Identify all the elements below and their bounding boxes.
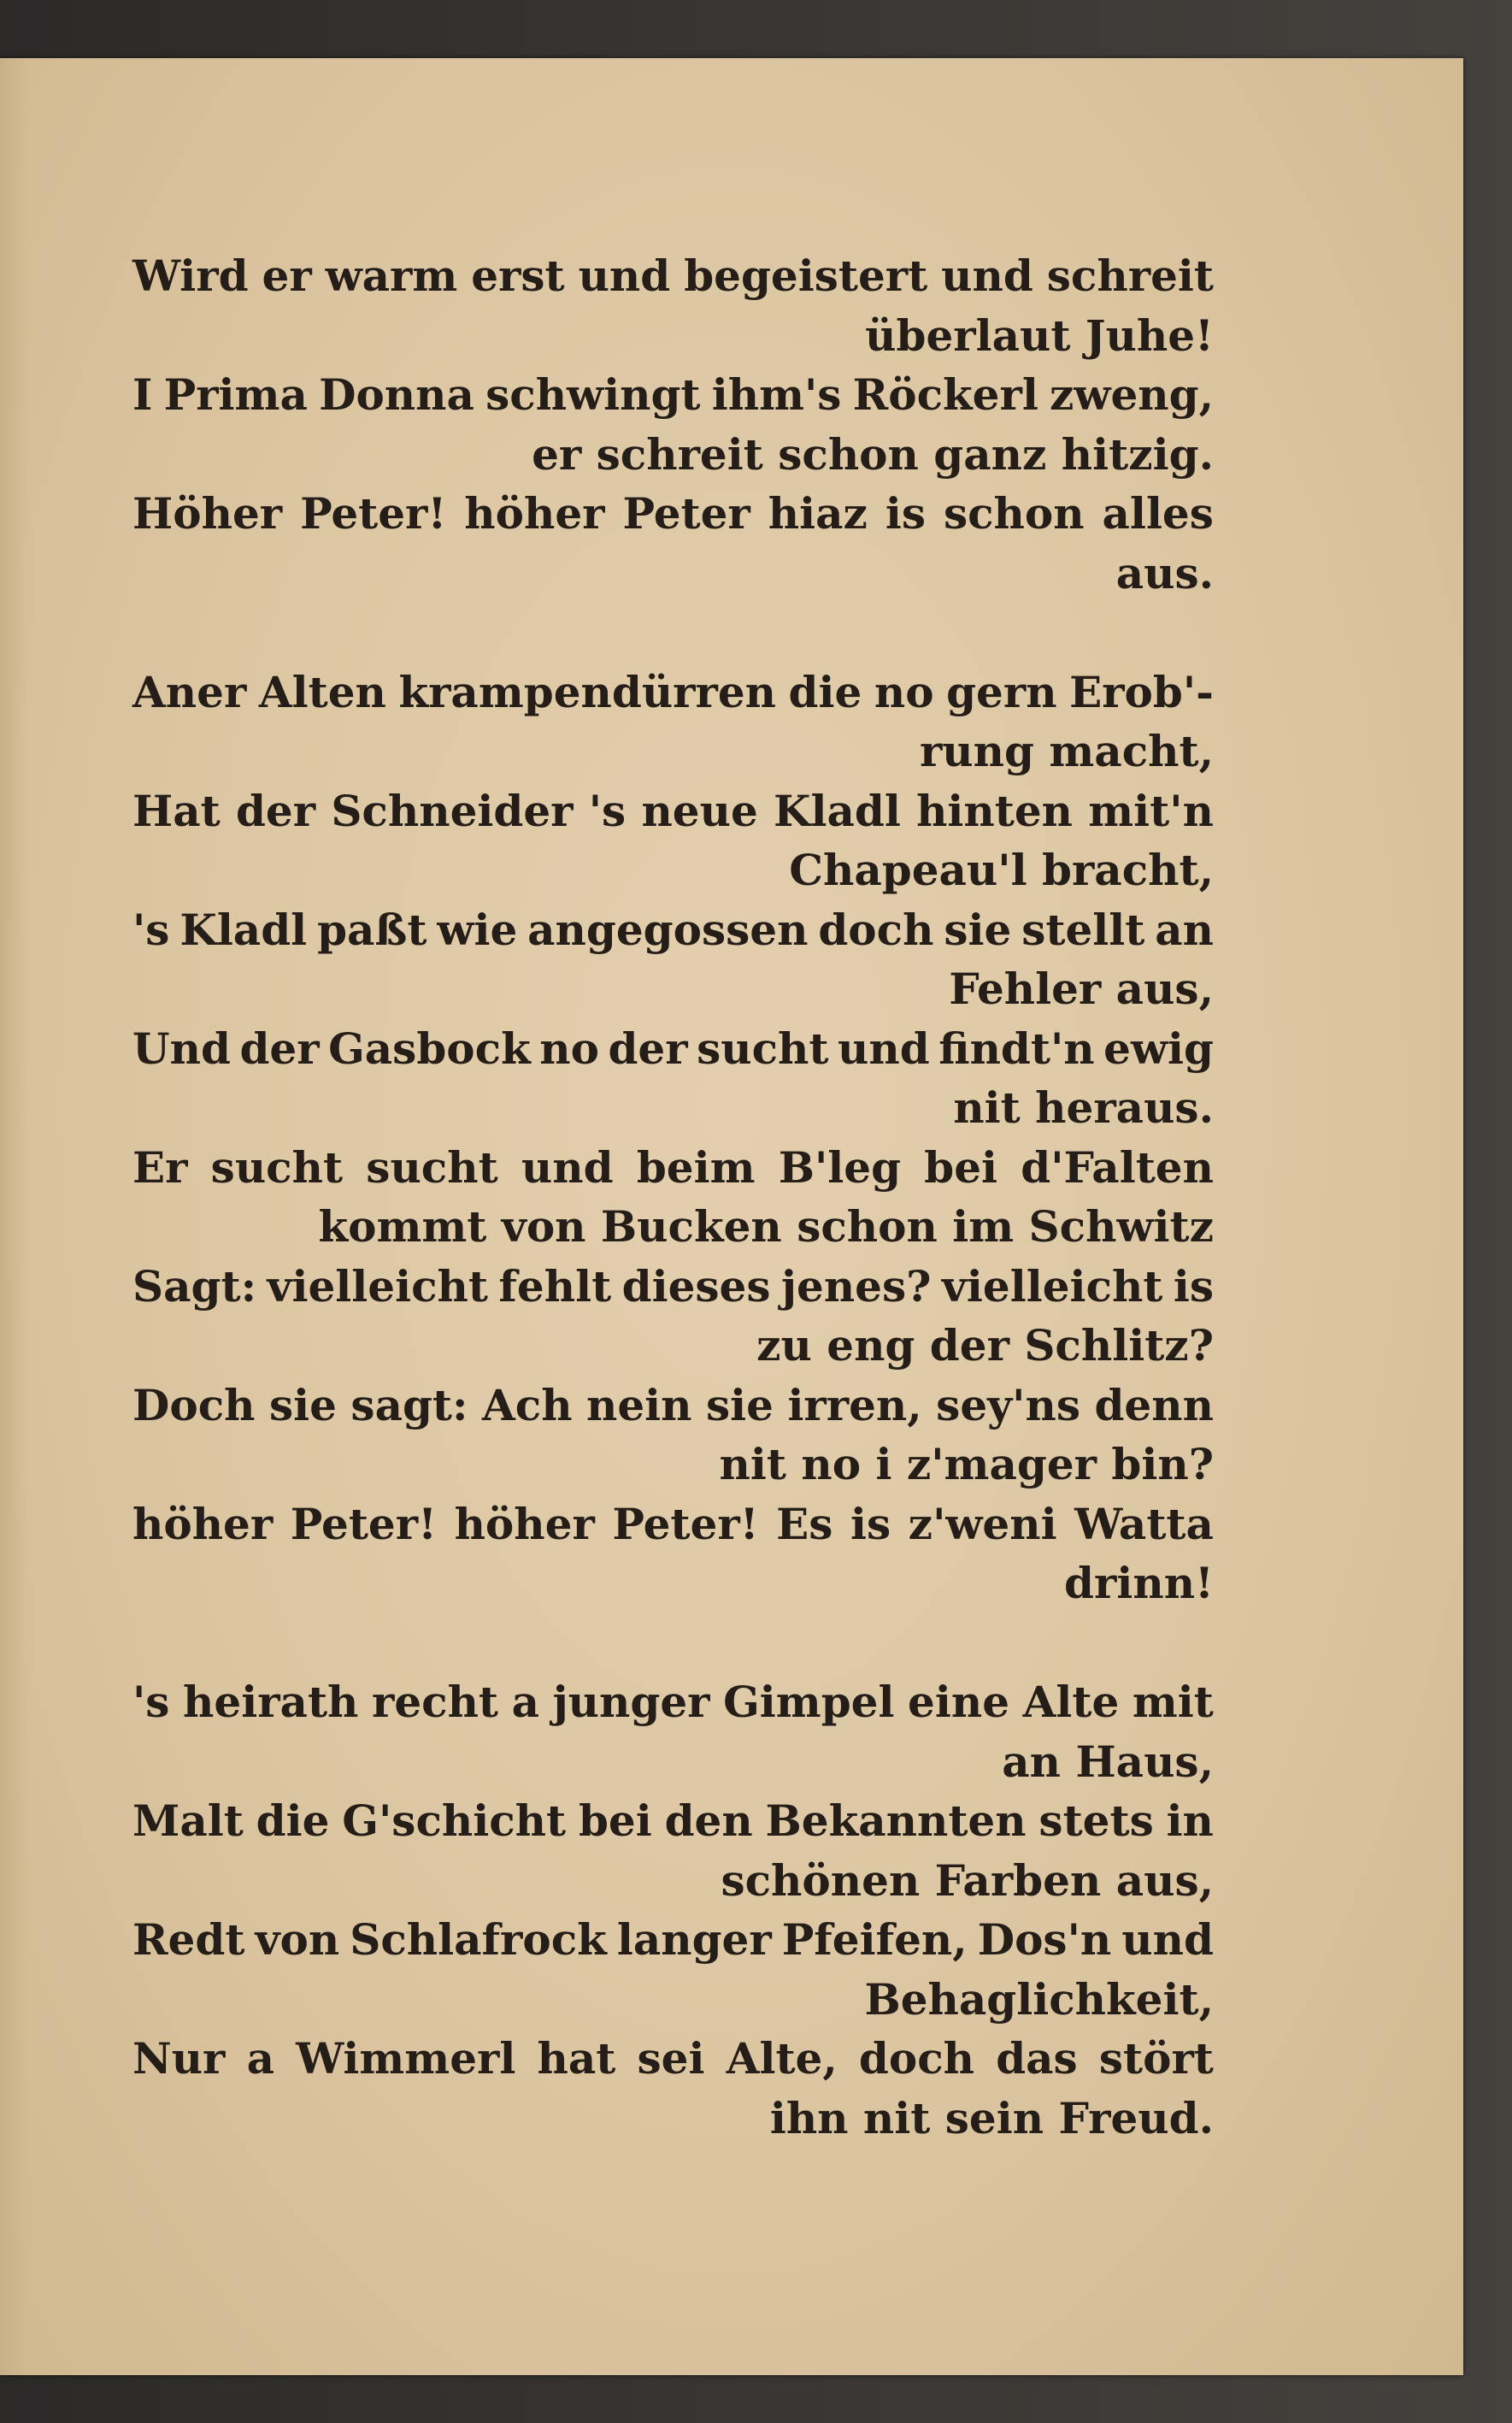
verse-word: mit [1132, 1677, 1214, 1727]
verse-word: langer [616, 1914, 772, 1965]
verse-word: vielleicht [267, 1260, 488, 1312]
verse-word: is [1173, 1260, 1214, 1312]
verse-word: denn [1094, 1379, 1214, 1430]
verse-word: mit'n [1088, 785, 1214, 836]
verse-word: bei [578, 1795, 652, 1846]
verse-word: doch [858, 2033, 975, 2084]
verse-word: junger [552, 1677, 710, 1727]
verse-word: Bekannten [765, 1795, 1027, 1846]
verse-word: 's [132, 904, 170, 955]
verse-word: ewig [1103, 1023, 1214, 1074]
verse-word: a [246, 2033, 274, 2084]
verse-word: sucht [366, 1141, 498, 1193]
verse-line [132, 1138, 1214, 1198]
verse-word: warm [325, 251, 458, 301]
verse-continuation: zu eng der Schlitz? [756, 1320, 1214, 1371]
verse-word: der [235, 785, 316, 836]
verse-word: Höher [132, 488, 283, 539]
verse-word: und [578, 251, 671, 301]
verse-word: Er [132, 1141, 188, 1193]
book-page [0, 58, 1463, 2375]
verse-word: stellt [1021, 904, 1145, 955]
verse-word: Sagt: [132, 1260, 257, 1312]
verse-word: sie [944, 904, 1012, 955]
verse-word: Gasbock [328, 1023, 531, 1074]
verse-word: Schlafrock [350, 1914, 607, 1965]
verse-word: sei [637, 2033, 705, 2084]
verse-word: angegossen [527, 904, 809, 955]
verse-word: Donna [319, 369, 474, 420]
verse-word: und [838, 1023, 930, 1074]
verse-word: fehlt [498, 1260, 612, 1312]
verse-line [132, 2029, 1214, 2089]
verse-word: erst [471, 251, 565, 301]
verse-word: irren, [787, 1379, 922, 1430]
verse-word: hiaz [768, 488, 868, 539]
verse-continuation: ihn nit sein Freud. [769, 2092, 1214, 2143]
verse-word: sie [706, 1379, 774, 1430]
verse-word: Pfeifen, [781, 1914, 968, 1965]
verse-word: an [1155, 904, 1214, 955]
verse-word: wie [437, 904, 518, 955]
verse-line [132, 1376, 1214, 1436]
verse-word: höher [132, 1498, 274, 1549]
verse-line [132, 781, 1214, 841]
verse-word: recht [371, 1677, 499, 1727]
verse-word: die [256, 1795, 330, 1846]
verse-continuation: er schreit schon ganz hitzig. [532, 428, 1214, 480]
verse-word: Peter! [300, 488, 447, 539]
verse-word: Nur [132, 2033, 226, 2084]
verse-word: Dos'n [977, 1914, 1112, 1965]
verse-continuation: rung macht, [919, 726, 1214, 776]
verse-line [132, 1494, 1214, 1554]
verse-word: d'Falten [1021, 1141, 1214, 1193]
verse-continuation: schönen Farben aus, [721, 1854, 1214, 1906]
verse-word: nein [586, 1379, 692, 1430]
verse-word: doch [818, 904, 934, 955]
verse-word: die [788, 666, 862, 717]
verse-word: 's [588, 785, 627, 836]
verse-word: findt'n [938, 1023, 1095, 1074]
verse-word: 's [132, 1677, 170, 1727]
verse-word: höher [454, 1498, 595, 1549]
verse-word: Redt [132, 1914, 245, 1965]
verse-word: den [664, 1795, 753, 1846]
verse-word: hinten [916, 785, 1074, 836]
verse-word: Doch [132, 1379, 256, 1430]
verse-word: Kladl [774, 785, 901, 836]
verse-word: sie [268, 1379, 337, 1430]
verse-line [132, 1257, 1214, 1317]
verse-continuation: kommt von Bucken schon im Schwitz [318, 1201, 1214, 1252]
verse-word: in [1166, 1795, 1214, 1846]
verse-word: Erob'- [1069, 666, 1214, 717]
verse-word: heirath [183, 1677, 359, 1727]
verse-line [132, 663, 1214, 722]
verse-word: hat [537, 2033, 616, 2084]
verse-continuation: an Haus, [1002, 1736, 1214, 1787]
verse-word: gern [946, 666, 1057, 717]
verse-word: Röckerl [852, 369, 1038, 420]
verse-word: bei [924, 1141, 998, 1193]
verse-word: Ach [481, 1379, 573, 1430]
verse-word: höher [464, 488, 605, 539]
verse-line [132, 246, 1214, 306]
verse-word: Aner [132, 666, 247, 717]
verse-word: von [255, 1914, 340, 1965]
verse-word: vielleicht [941, 1260, 1163, 1312]
verse-word: sucht [210, 1141, 344, 1193]
verse-word: G'schicht [342, 1795, 567, 1846]
verse-word: Malt [132, 1795, 244, 1846]
verse-continuation: Fehler aus, [949, 964, 1214, 1014]
verse-word: dieses [621, 1260, 771, 1312]
verse-word: Alte [1022, 1677, 1120, 1727]
verse-continuation: nit heraus. [953, 1082, 1214, 1133]
verse-word: Alte, [726, 2033, 838, 2084]
verse-word: stört [1098, 2033, 1214, 2084]
verse-word: paßt [317, 904, 427, 955]
verse-line [132, 484, 1214, 544]
verse-word: Watta [1074, 1498, 1214, 1549]
verse-continuation: aus. [1115, 547, 1214, 598]
verse-line [132, 365, 1214, 425]
verse-word: Schneider [331, 785, 574, 836]
stanza-gap [132, 603, 1214, 663]
verse-word: is [850, 1498, 891, 1549]
verse-word: begeistert [684, 251, 928, 301]
stanza-gap [132, 1613, 1214, 1673]
verse-word: B'leg [778, 1141, 902, 1193]
verse-word: Alten [258, 666, 386, 717]
verse-continuation: Behaglichkeit, [864, 1973, 1214, 2025]
verse-line [132, 1791, 1214, 1851]
verse-word: jenes? [780, 1260, 932, 1312]
verse-word: und [941, 251, 1033, 301]
verse-word: is [885, 488, 926, 539]
verse-word: no [539, 1023, 599, 1074]
verse-word: Wird [132, 251, 249, 301]
verse-word: Wimmerl [296, 2033, 516, 2084]
verse-line [132, 1910, 1214, 1970]
verse-word: schwingt [485, 369, 701, 420]
verse-word: Hat [132, 785, 221, 836]
verse-word: er [262, 251, 312, 301]
verse-word: I [132, 369, 153, 420]
verse-word: ihm's [711, 369, 842, 420]
verse-line [132, 1019, 1214, 1079]
song-text [132, 246, 1214, 2148]
verse-word: das [996, 2033, 1078, 2084]
verse-word: zweng, [1050, 369, 1214, 420]
verse-word: a [511, 1677, 540, 1727]
verse-word: krampendürren [398, 666, 777, 717]
verse-continuation: Chapeau'l bracht, [789, 845, 1214, 895]
verse-continuation: drinn! [1064, 1558, 1214, 1608]
verse-word: und [521, 1141, 614, 1193]
verse-continuation: überlaut Juhe! [865, 310, 1214, 361]
verse-word: der [239, 1023, 320, 1074]
verse-line [132, 900, 1214, 960]
verse-word: Es [776, 1498, 833, 1549]
verse-word: Prima [163, 369, 308, 420]
verse-word: sey'ns [936, 1379, 1080, 1430]
verse-continuation: nit no i z'mager bin? [719, 1439, 1214, 1489]
verse-word: beim [636, 1141, 756, 1193]
verse-word: der [608, 1023, 688, 1074]
verse-word: alles [1102, 488, 1214, 539]
verse-line [132, 1672, 1214, 1732]
verse-word: Kladl [179, 904, 308, 955]
verse-word: sucht [697, 1023, 829, 1074]
verse-word: Gimpel [723, 1677, 895, 1727]
verse-word: z'weni [908, 1498, 1057, 1549]
verse-word: schreit [1046, 251, 1214, 301]
verse-word: und [1121, 1914, 1214, 1965]
verse-word: Und [132, 1023, 231, 1074]
verse-word: Peter! [290, 1498, 438, 1549]
verse-word: Peter [622, 488, 750, 539]
verse-word: stets [1038, 1795, 1154, 1846]
verse-word: neue [641, 785, 758, 836]
verse-word: eine [908, 1677, 1010, 1727]
verse-word: sagt: [350, 1379, 468, 1430]
verse-word: no [874, 666, 934, 717]
verse-word: Peter! [612, 1498, 759, 1549]
verse-word: schon [943, 488, 1085, 539]
